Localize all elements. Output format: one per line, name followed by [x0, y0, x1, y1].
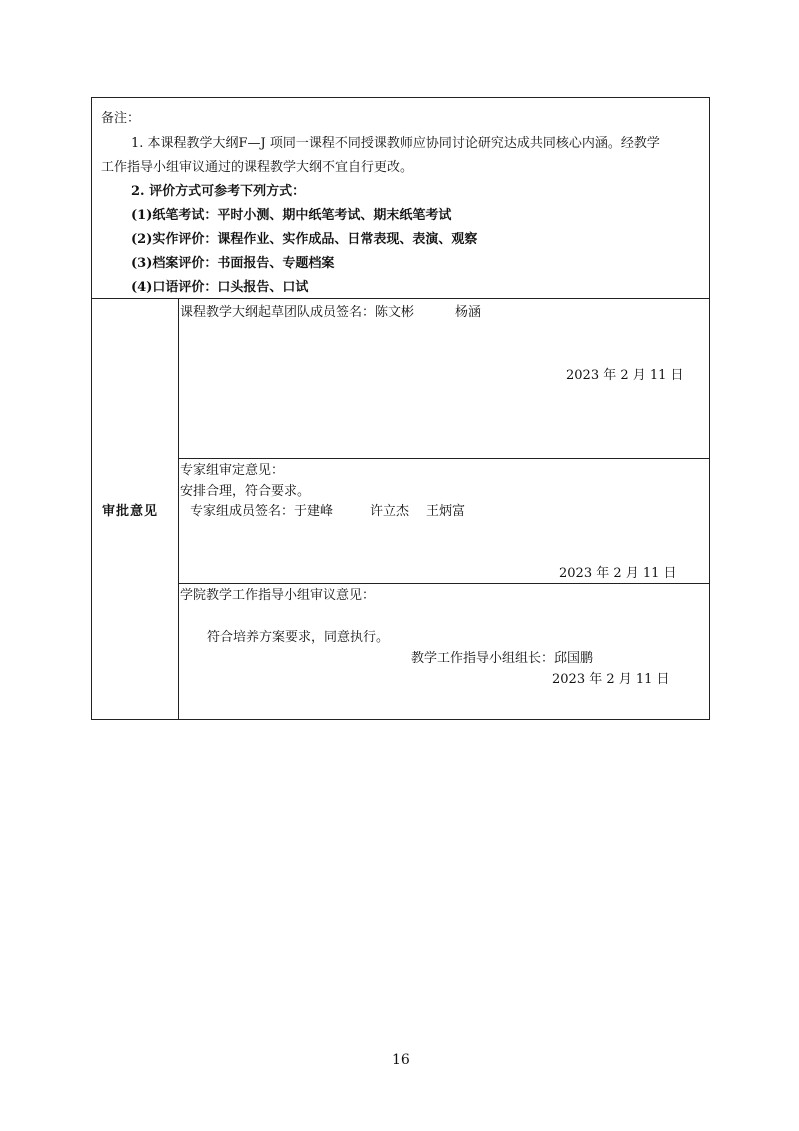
method-4: (4)口语评价：口头报告、口试 [131, 280, 309, 295]
table-divider-side [178, 298, 179, 720]
notes-item1-line1: 1. 本课程教学大纲F—J 项同一课程不同授课教师应协同讨论研究达成共同核心内涵。经教学 [131, 136, 660, 151]
expert-name-3: 王炳富 [426, 504, 466, 519]
expert-date: 2023 年 2 月 11 日 [559, 566, 677, 581]
notes-item1-line2: 工作指导小组审议通过的课程教学大纲不宜自行更改。 [101, 160, 414, 175]
expert-opinion: 安排合理，符合要求。 [180, 484, 311, 499]
page-number: 16 [392, 1052, 410, 1068]
college-heading: 学院教学工作指导小组审议意见： [180, 588, 376, 603]
expert-sign-label: 专家组成员签名：于建峰 [190, 504, 334, 519]
drafting-name-2: 杨涵 [455, 305, 482, 320]
drafting-sign-label: 课程教学大纲起草团队成员签名：陈文彬 [180, 305, 415, 320]
college-leader: 教学工作指导小组组长：邱国鹏 [411, 651, 594, 666]
college-date: 2023 年 2 月 11 日 [552, 672, 670, 687]
method-3: (3)档案评价：书面报告、专题档案 [131, 256, 335, 271]
expert-heading: 专家组审定意见： [180, 463, 285, 478]
table-divider-expert [178, 583, 710, 584]
notes-item2: 2. 评价方式可参考下列方式： [131, 184, 306, 199]
drafting-date: 2023 年 2 月 11 日 [566, 368, 684, 383]
table-divider-drafting [178, 458, 710, 459]
table-divider-notes [91, 298, 710, 299]
notes-heading: 备注： [101, 111, 141, 126]
approval-side-label: 审批意见 [102, 504, 159, 519]
college-opinion: 符合培养方案要求，同意执行。 [207, 630, 390, 645]
method-1: (1)纸笔考试：平时小测、期中纸笔考试、期末纸笔考试 [131, 208, 452, 223]
method-2: (2)实作评价：课程作业、实作成品、日常表现、表演、观察 [131, 232, 478, 247]
expert-name-2: 许立杰 [370, 504, 410, 519]
